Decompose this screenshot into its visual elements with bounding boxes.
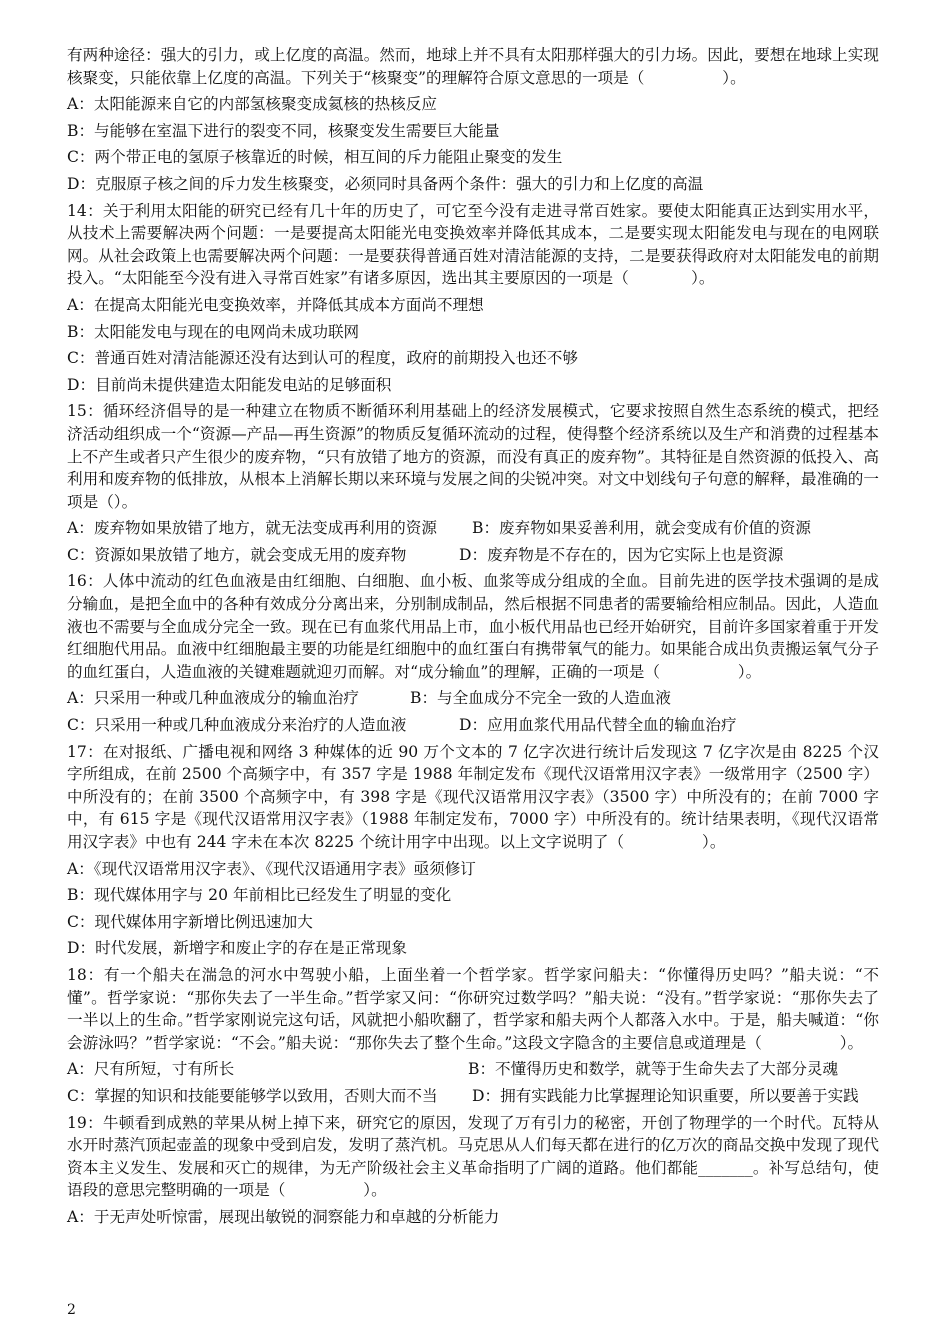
page-number: 2 bbox=[67, 1302, 76, 1318]
q19-option-a: A：于无声处听惊雷，展现出敏锐的洞察能力和卓越的分析能力 bbox=[67, 1207, 500, 1226]
question-14-stem: 14：关于利用太阳能的研究已经有几十年的历史了，可它至今没有走进寻常百姓家。要使太阳能真正达到实用水平，从技术上需要解决两个问题：一是要提高太阳能光电变换效率并降低其成本，二是要实现太阳能发电与现在的电网联网。从社会政策上也需要解决两个问题：一是要获得普通百姓对清洁能源的支持，二是要获得政府对太阳能发电的前期投入。“太阳能至今没有进入寻常百姓家”有诸多原因，选出其主要原因的一项是（ ）。 bbox=[67, 201, 879, 288]
q16-option-d: D：应用血浆代用品代替全血的输血治疗 bbox=[459, 716, 737, 735]
q18-option-c: C：掌握的知识和技能要能够学以致用，否则大而不当 bbox=[67, 1086, 438, 1105]
q16-options-row-1 bbox=[67, 687, 879, 710]
q17-option-b: B：现代媒体用字与 20 年前相比已经发生了明显的变化 bbox=[67, 886, 452, 905]
q18-options-row-1 bbox=[67, 1058, 879, 1081]
question-16-stem: 16：人体中流动的红色血液是由红细胞、白细胞、血小板、血浆等成分组成的全血。目前先进的医学技术强调的是成分输血，是把全血中的各种有效成分分离出来，分别制成制品，然后根据不同患者的需要输给相应制品。因此，人造血液也不需要与全血成分完全一致。现在已有血浆代用品上市，血小板代用品也已经开始研究，目前许多国家着重于开发红细胞代用品。血液中红细胞最主要的功能是红细胞中的血红蛋白有携带氧气的能力。如果能合成出负责搬运氧气分子的血红蛋白，人造血液的关键难题就迎刃而解。对“成分输血”的理解，正确的一项是（ ）。 bbox=[67, 572, 879, 681]
q17-option-c: C：现代媒体用字新增比例迅速加大 bbox=[67, 912, 313, 931]
q18-option-a: A：尺有所短，寸有所长 bbox=[67, 1060, 235, 1079]
question-13-stem-tail: 有两种途径：强大的引力，或上亿度的高温。然而，地球上并不具有太阳那样强大的引力场。因此，要想在地球上实现核聚变，只能依靠上亿度的高温。下列关于“核聚变”的理解符合原文意思的一项是（ ）。 bbox=[67, 46, 879, 87]
q16-options-row-2 bbox=[67, 714, 879, 737]
q15-option-a: A：废弃物如果放错了地方，就无法变成再利用的资源 bbox=[67, 519, 437, 538]
q13-option-a: A：太阳能源来自它的内部氢核聚变成氦核的热核反应 bbox=[67, 95, 437, 114]
q15-options-row-2 bbox=[67, 544, 879, 567]
q16-option-a: A：只采用一种或几种血液成分的输血治疗 bbox=[67, 689, 359, 708]
q18-option-b: B：不懂得历史和数学，就等于生命失去了大部分灵魂 bbox=[468, 1060, 839, 1079]
q17-option-d: D：时代发展，新增字和废止字的存在是正常现象 bbox=[67, 939, 407, 958]
q17-option-a: A：《现代汉语常用汉字表》、《现代汉语通用字表》亟须修订 bbox=[67, 859, 476, 878]
q18-option-d: D：拥有实践能力比掌握理论知识重要，所以要善于实践 bbox=[472, 1086, 859, 1105]
q15-option-d: D：废弃物是不存在的，因为它实际上也是资源 bbox=[459, 545, 784, 564]
q15-option-b: B：废弃物如果妥善利用，就会变成有价值的资源 bbox=[472, 519, 811, 538]
q14-option-d: D：目前尚未提供建造太阳能发电站的足够面积 bbox=[67, 375, 392, 394]
q14-option-c: C：普通百姓对清洁能源还没有达到认可的程度，政府的前期投入也还不够 bbox=[67, 349, 578, 368]
q18-options-row-2 bbox=[67, 1085, 879, 1108]
q13-option-d: D：克服原子核之间的斥力发生核聚变，必须同时具备两个条件：强大的引力和上亿度的高温 bbox=[67, 174, 704, 193]
question-19-stem: 19：牛顿看到成熟的苹果从树上掉下来，研究它的原因，发现了万有引力的秘密，开创了物理学的一个时代。瓦特从水开时蒸汽顶起壶盖的现象中受到启发，发明了蒸汽机。马克思从人们每天都在进行的亿万次的商品交换中发现了现代资本主义发生、发展和灭亡的规律，为无产阶级社会主义革命指明了广阔的道路。他们都能_______。补写总结句，使语段的意思完整明确的一项是（ ）。 bbox=[67, 1113, 879, 1200]
q16-option-c: C：只采用一种或几种血液成分来治疗的人造血液 bbox=[67, 716, 407, 735]
q14-option-a: A：在提高太阳能光电变换效率，并降低其成本方面尚不理想 bbox=[67, 295, 484, 314]
question-17-stem: 17：在对报纸、广播电视和网络 3 种媒体的近 90 万个文本的 7 亿字次进行统计后发现这 7 亿字次是由 8225 个汉字所组成，在前 2500 个高频字中，有 357 字是 1988 年制定发布《现代汉语常用汉字表》一级常用字（2500 字）中所没有的；在前 3500 个高频字中，有 398 字是《现代汉语常用汉字表》（3500 字）中所没有的；在前 7000 字中，有 615 字是《现代汉语常用汉字表》（1988 年制定发布，7000 字）中所没有的。统计结果表明，《现代汉语常用汉字表》中也有 244 字未在本次 8225 个统计用字中出现。以上文字说明了（ ）。 bbox=[67, 742, 879, 851]
question-15-stem: 15：循环经济倡导的是一种建立在物质不断循环利用基础上的经济发展模式，它要求按照自然生态系统的模式，把经济活动组织成一个“资源—产品—再生资源”的物质反复循环流动的过程，使得整个经济系统以及生产和消费的过程基本上不产生或者只产生很少的废弃物，“只有放错了地方的资源，而没有真正的废弃物”。其特征是自然资源的低投入、高利用和废弃物的低排放，从根本上消解长期以来环境与发展之间的尖锐冲突。对文中划线句子句意的解释，最准确的一项是（）。 bbox=[67, 402, 879, 511]
question-18-stem: 18：有一个船夫在湍急的河水中驾驶小船，上面坐着一个哲学家。哲学家问船夫：“你懂得历史吗？”船夫说：“不懂”。哲学家说：“那你失去了一半生命。”哲学家又问：“你研究过数学吗？”船夫说：“没有。”哲学家说：“那你失去了一半以上的生命。”哲学家刚说完这句话，风就把小船吹翻了，哲学家和船夫两个人都落入水中。于是，船夫喊道：“你会游泳吗？”哲学家说：“不会。”船夫说：“那你失去了整个生命。”这段文字隐含的主要信息或道理是（ ）。 bbox=[67, 965, 879, 1052]
document-page bbox=[67, 44, 879, 1233]
q13-option-c: C：两个带正电的氢原子核靠近的时候，相互间的斥力能阻止聚变的发生 bbox=[67, 148, 563, 167]
q15-options-row-1 bbox=[67, 517, 879, 540]
q14-option-b: B：太阳能发电与现在的电网尚未成功联网 bbox=[67, 322, 360, 341]
q16-option-b: B：与全血成分不完全一致的人造血液 bbox=[410, 689, 671, 708]
q15-option-c: C：资源如果放错了地方，就会变成无用的废弃物 bbox=[67, 545, 407, 564]
q13-option-b: B：与能够在室温下进行的裂变不同，核聚变发生需要巨大能量 bbox=[67, 121, 500, 140]
